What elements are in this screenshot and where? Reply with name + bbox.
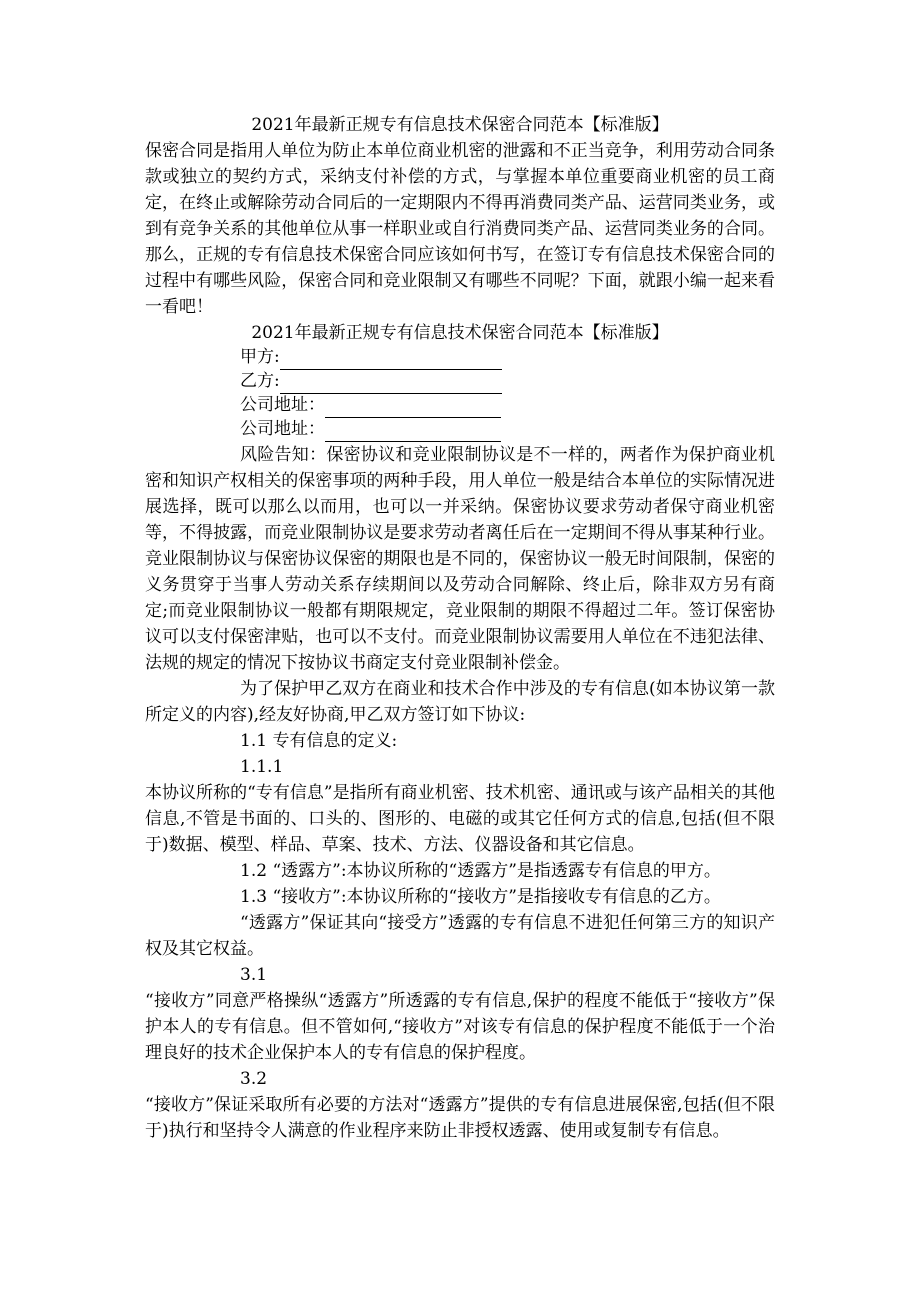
document-title: 2021年最新正规专有信息技术保密合同范本【标准版】 <box>251 115 669 135</box>
address-blank-1 <box>325 399 501 418</box>
guarantee-paragraph: “透露方”保证其向“接受方”透露的专有信息不进犯任何第三方的知识产权及其它权益。 <box>145 913 775 959</box>
risk-notice-paragraph: 风险告知：保密协议和竞业限制协议是不一样的，两者作为保护商业机密和知识产权相关的保密事项的两种手段，用人单位一般是结合本单位的实际情况进展选择，既可以那么以而用，也可以一并采纳。保密协议要求劳动者保守商业机密等，不得披露，而竞业限制协议是要求劳动者离任后在一定期间不得从事某种行业。竞业限制协议与保密协议保密的期限也是不同的，保密协议一般无时间限制，保密的义务贯穿于当事人劳动关系存续期间以及劳动合同解除、终止后，除非双方另有商定;而竞业限制协议一般都有期限规定，竞业限制的期限不得超过二年。签订保密协议可以支付保密津贴，也可以不支付。而竞业限制协议需要用人单位在不违犯法律、法规的规定的情况下按协议书商定支付竞业限制补偿金。 <box>145 445 775 673</box>
section-1-1-1-number: 1.1.1 <box>240 757 284 777</box>
section-1-1-heading: 1.1 专有信息的定义: <box>240 731 398 751</box>
section-1-3: 1.3 “接收方”:本协议所称的“接收方”是指接收专有信息的乙方。 <box>240 887 721 907</box>
party-a-field <box>145 346 775 370</box>
section-3-2-number: 3.2 <box>240 1069 268 1089</box>
contract-title: 2021年最新正规专有信息技术保密合同范本【标准版】 <box>251 323 669 343</box>
address-label-2: 公司地址： <box>240 419 325 439</box>
party-b-field <box>145 370 775 394</box>
address-blank-2 <box>325 423 501 442</box>
party-b-label: 乙方: <box>240 371 280 391</box>
section-3-2-text: “接收方”保证采取所有必要的方法对“透露方”提供的专有信息进展保密,包括(但不限于)执行和坚持令人满意的作业程序来防止非授权透露、使用或复制专有信息。 <box>145 1095 775 1141</box>
address-field-1 <box>145 394 775 418</box>
party-a-label: 甲方: <box>240 347 280 367</box>
section-3-1-number: 3.1 <box>240 965 268 985</box>
document-page <box>145 112 775 1144</box>
party-a-blank <box>280 351 502 370</box>
address-field-2 <box>145 418 775 442</box>
intro-paragraph: 保密合同是指用人单位为防止本单位商业机密的泄露和不正当竞争，利用劳动合同条款或独立的契约方式，采纳支付补偿的方式，与掌握本单位重要商业机密的员工商定，在终止或解除劳动合同后的一定期限内不得再消费同类产品、运营同类业务，或到有竞争关系的其他单位从事一样职业或自行消费同类产品、运营同类业务的合同。那么，正规的专有信息技术保密合同应该如何书写，在签订专有信息技术保密合同的过程中有哪些风险，保密合同和竞业限制又有哪些不同呢？下面，就跟小编一起来看一看吧！ <box>145 141 775 317</box>
section-1-2: 1.2 “透露方”:本协议所称的“透露方”是指透露专有信息的甲方。 <box>240 861 721 881</box>
preamble-paragraph: 为了保护甲乙双方在商业和技术合作中涉及的专有信息(如本协议第一款所定义的内容),经友好协商,甲乙双方签订如下协议: <box>145 679 775 725</box>
section-3-1-text: “接收方”同意严格操纵“透露方”所透露的专有信息,保护的程度不能低于“接收方”保护本人的专有信息。但不管如何,“接收方”对该专有信息的保护程度不能低于一个治理良好的技术企业保护本人的专有信息的保护程度。 <box>145 991 775 1063</box>
section-1-1-1-text: 本协议所称的“专有信息”是指所有商业机密、技术机密、通讯或与该产品相关的其他信息,不管是书面的、口头的、图形的、电磁的或其它任何方式的信息,包括(但不限于)数据、模型、样品、草案、技术、方法、仪器设备和其它信息。 <box>145 783 775 855</box>
address-label-1: 公司地址： <box>240 395 325 415</box>
